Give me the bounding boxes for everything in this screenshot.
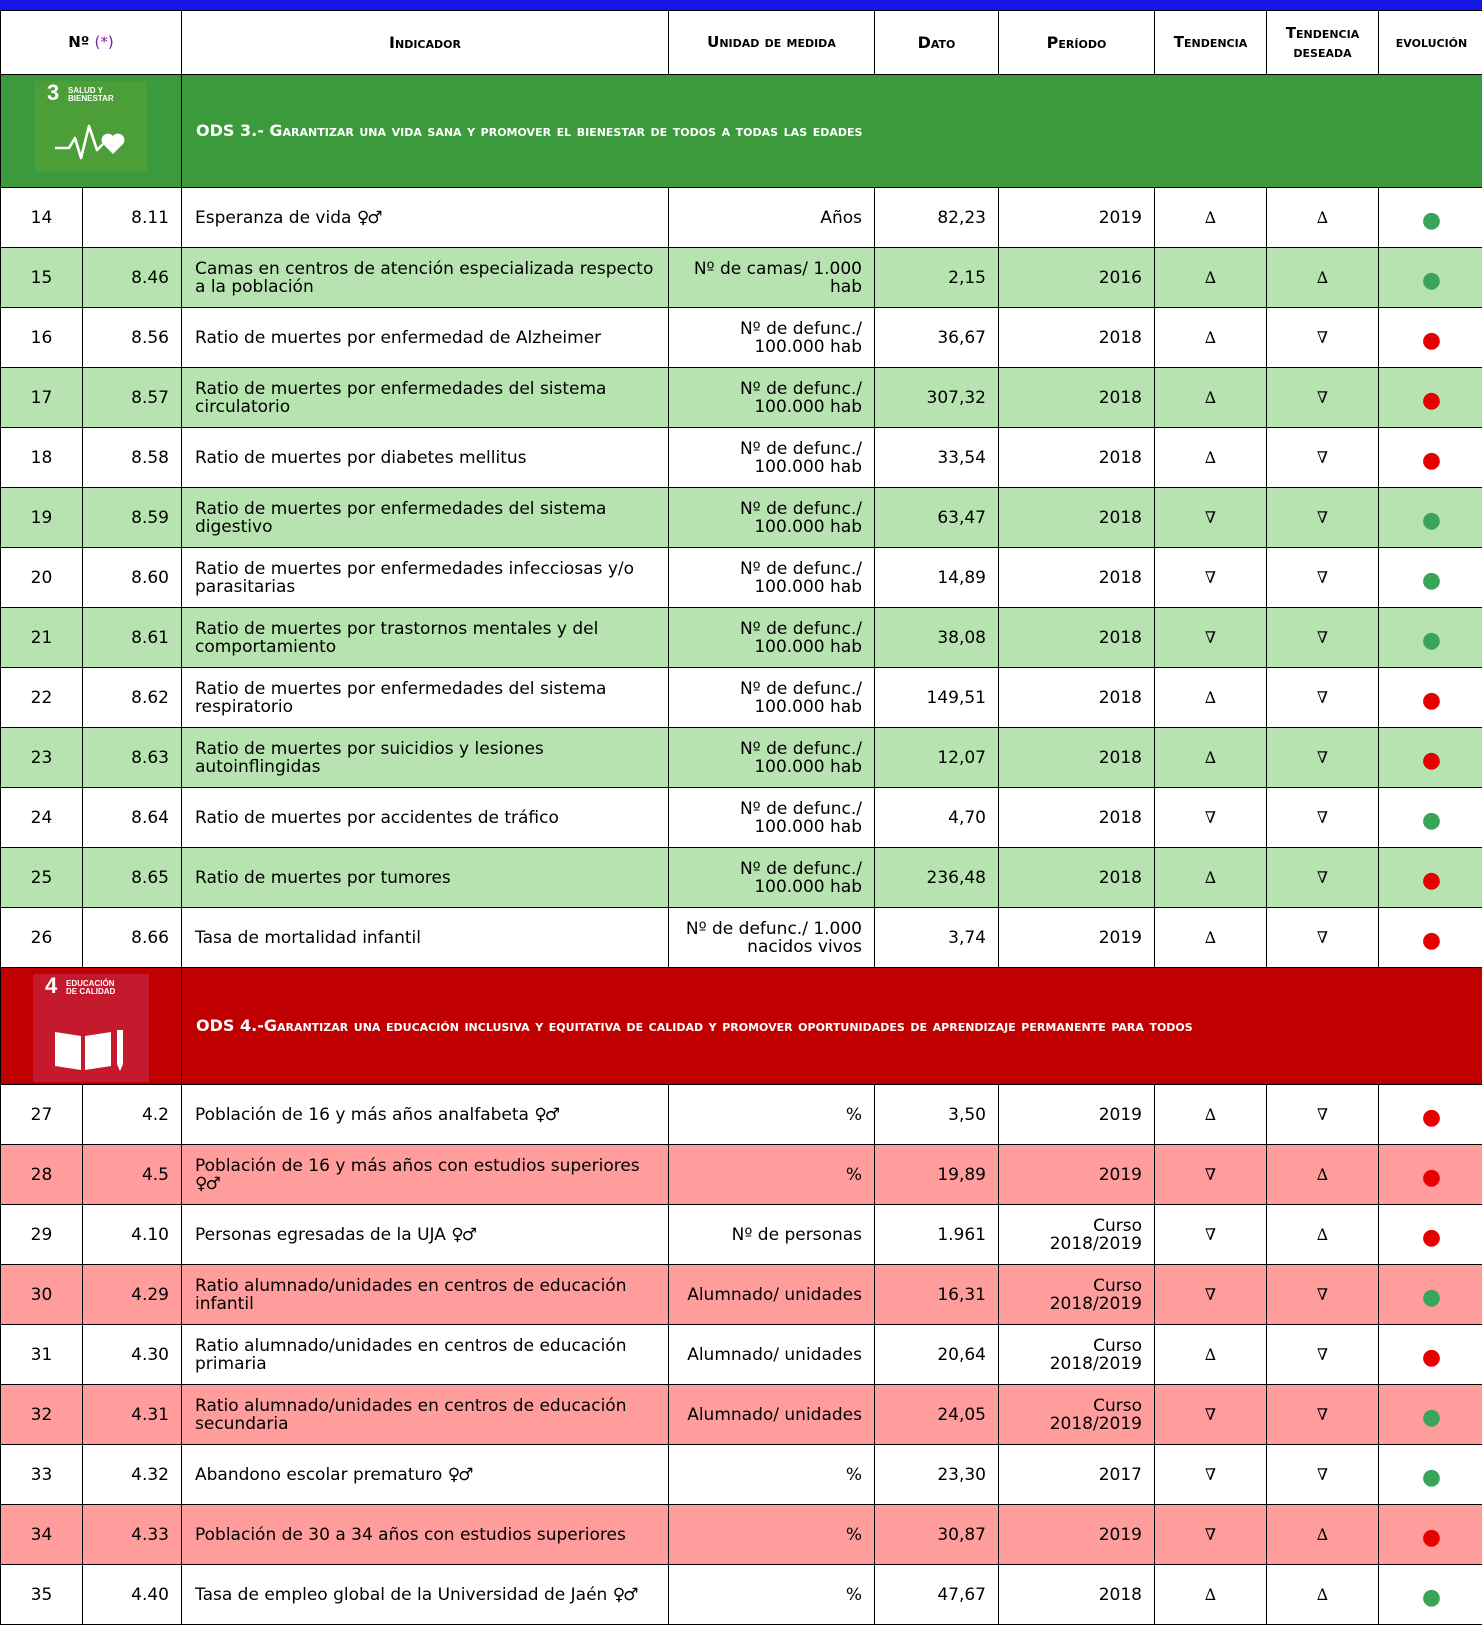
row-code: 8.11 [83, 188, 182, 248]
row-number: 33 [1, 1445, 83, 1505]
row-code: 4.30 [83, 1325, 182, 1385]
row-indicator [182, 1085, 669, 1145]
sdg4-icon [33, 974, 149, 1082]
indicators-table [0, 10, 1482, 1625]
row-code: 4.31 [83, 1385, 182, 1445]
row-dato: 236,48 [875, 848, 999, 908]
table-row [1, 248, 1482, 308]
row-code: 4.10 [83, 1205, 182, 1265]
row-dato: 12,07 [875, 728, 999, 788]
trend-down-icon: ∇ [1155, 1145, 1267, 1205]
row-periodo: 2018 [999, 788, 1155, 848]
table-row [1, 1445, 1482, 1505]
evolution-green-dot-icon: ● [1379, 248, 1482, 308]
row-indicator [182, 308, 669, 368]
row-number: 27 [1, 1085, 83, 1145]
heartbeat-icon [53, 118, 129, 164]
table-row [1, 608, 1482, 668]
row-unit: Nº de defunc./ 100.000 hab [669, 308, 875, 368]
row-code: 8.66 [83, 908, 182, 968]
table-row [1, 908, 1482, 968]
row-periodo: 2018 [999, 488, 1155, 548]
row-unit: % [669, 1445, 875, 1505]
row-dato: 30,87 [875, 1505, 999, 1565]
gender-icon: ♀♂ [357, 208, 381, 228]
row-indicator-text: Población de 16 y más años analfabeta [195, 1105, 529, 1125]
row-indicator [182, 548, 669, 608]
row-code: 8.56 [83, 308, 182, 368]
evolution-red-dot-icon: ● [1379, 908, 1482, 968]
row-unit: Nº de defunc./ 100.000 hab [669, 488, 875, 548]
row-code: 8.63 [83, 728, 182, 788]
sdg3-icon [35, 81, 147, 172]
row-number: 22 [1, 668, 83, 728]
row-dato: 3,74 [875, 908, 999, 968]
table-row [1, 728, 1482, 788]
row-indicator-text: Ratio de muertes por enfermedades del sistema respiratorio [195, 679, 606, 717]
row-code: 4.5 [83, 1145, 182, 1205]
desired-down-icon: ∇ [1267, 1445, 1379, 1505]
row-periodo: 2019 [999, 188, 1155, 248]
evolution-red-dot-icon: ● [1379, 428, 1482, 488]
row-periodo: Curso 2018/2019 [999, 1385, 1155, 1445]
row-code: 4.40 [83, 1565, 182, 1625]
desired-up-icon: ∆ [1267, 1145, 1379, 1205]
row-dato: 33,54 [875, 428, 999, 488]
row-code: 4.2 [83, 1085, 182, 1145]
table-row [1, 1265, 1482, 1325]
row-number: 23 [1, 728, 83, 788]
table-row [1, 668, 1482, 728]
row-unit: Nº de defunc./ 100.000 hab [669, 848, 875, 908]
row-code: 8.64 [83, 788, 182, 848]
row-indicator [182, 608, 669, 668]
row-indicator-text: Abandono escolar prematuro [195, 1465, 442, 1485]
desired-down-icon: ∇ [1267, 728, 1379, 788]
goal4-title-prefix: ODS 4.- [196, 1016, 264, 1035]
desired-down-icon: ∇ [1267, 308, 1379, 368]
evolution-red-dot-icon: ● [1379, 368, 1482, 428]
row-code: 8.58 [83, 428, 182, 488]
row-periodo: 2018 [999, 608, 1155, 668]
row-dato: 14,89 [875, 548, 999, 608]
goal3-icon-number: 3 [47, 84, 59, 102]
row-number: 35 [1, 1565, 83, 1625]
row-indicator-text: Ratio de muertes por enfermedad de Alzheimer [195, 328, 601, 348]
row-indicator-text: Ratio de muertes por tumores [195, 868, 451, 888]
row-periodo: 2018 [999, 668, 1155, 728]
row-dato: 36,67 [875, 308, 999, 368]
row-indicator-text: Tasa de mortalidad infantil [195, 928, 421, 948]
row-dato: 3,50 [875, 1085, 999, 1145]
header-unidad: Unidad de medida [669, 11, 875, 75]
evolution-green-dot-icon: ● [1379, 1385, 1482, 1445]
desired-down-icon: ∇ [1267, 1085, 1379, 1145]
row-indicator [182, 368, 669, 428]
table-row [1, 488, 1482, 548]
trend-up-icon: ∆ [1155, 728, 1267, 788]
row-dato: 1.961 [875, 1205, 999, 1265]
row-periodo: 2018 [999, 368, 1155, 428]
desired-down-icon: ∇ [1267, 548, 1379, 608]
gender-icon: ♀♂ [451, 1225, 475, 1245]
row-periodo: 2018 [999, 848, 1155, 908]
gender-icon: ♀♂ [534, 1105, 558, 1125]
table-row [1, 848, 1482, 908]
row-unit: Años [669, 188, 875, 248]
desired-up-icon: ∆ [1267, 1565, 1379, 1625]
row-unit: % [669, 1085, 875, 1145]
header-evolucion: evolución [1379, 11, 1482, 75]
row-unit: Nº de defunc./ 100.000 hab [669, 788, 875, 848]
evolution-red-dot-icon: ● [1379, 308, 1482, 368]
desired-down-icon: ∇ [1267, 368, 1379, 428]
evolution-red-dot-icon: ● [1379, 668, 1482, 728]
header-num-label: Nº [68, 33, 89, 51]
trend-up-icon: ∆ [1155, 1085, 1267, 1145]
row-indicator [182, 908, 669, 968]
header-num [1, 11, 182, 75]
evolution-red-dot-icon: ● [1379, 1325, 1482, 1385]
desired-up-icon: ∆ [1267, 188, 1379, 248]
row-number: 17 [1, 368, 83, 428]
row-indicator [182, 1565, 669, 1625]
header-dato: Dato [875, 11, 999, 75]
evolution-green-dot-icon: ● [1379, 488, 1482, 548]
row-periodo: 2017 [999, 1445, 1155, 1505]
desired-down-icon: ∇ [1267, 1265, 1379, 1325]
row-unit: % [669, 1565, 875, 1625]
row-dato: 4,70 [875, 788, 999, 848]
row-unit: Nº de personas [669, 1205, 875, 1265]
row-number: 24 [1, 788, 83, 848]
table-row [1, 1565, 1482, 1625]
header-tendencia: Tendencia [1155, 11, 1267, 75]
row-code: 4.29 [83, 1265, 182, 1325]
evolution-red-dot-icon: ● [1379, 1205, 1482, 1265]
table-row [1, 308, 1482, 368]
row-periodo: Curso 2018/2019 [999, 1205, 1155, 1265]
row-dato: 63,47 [875, 488, 999, 548]
row-number: 15 [1, 248, 83, 308]
row-code: 8.62 [83, 668, 182, 728]
row-indicator [182, 428, 669, 488]
row-indicator-text: Ratio de muertes por enfermedades del sistema digestivo [195, 499, 606, 537]
trend-down-icon: ∇ [1155, 1505, 1267, 1565]
row-indicator-text: Personas egresadas de la UJA [195, 1225, 446, 1245]
row-periodo: Curso 2018/2019 [999, 1265, 1155, 1325]
row-number: 25 [1, 848, 83, 908]
evolution-green-dot-icon: ● [1379, 788, 1482, 848]
goal3-icon-cell [1, 75, 182, 188]
trend-up-icon: ∆ [1155, 308, 1267, 368]
row-unit: Nº de defunc./ 100.000 hab [669, 608, 875, 668]
evolution-red-dot-icon: ● [1379, 1505, 1482, 1565]
trend-up-icon: ∆ [1155, 248, 1267, 308]
header-indicador: Indicador [182, 11, 669, 75]
row-code: 8.57 [83, 368, 182, 428]
table-row [1, 788, 1482, 848]
trend-up-icon: ∆ [1155, 1325, 1267, 1385]
evolution-green-dot-icon: ● [1379, 548, 1482, 608]
header-tendencia-deseada: Tendencia deseada [1267, 11, 1379, 75]
row-unit: % [669, 1145, 875, 1205]
row-indicator-text: Ratio de muertes por accidentes de tráfico [195, 808, 559, 828]
row-periodo: 2019 [999, 1145, 1155, 1205]
row-number: 30 [1, 1265, 83, 1325]
row-dato: 2,15 [875, 248, 999, 308]
row-periodo: 2019 [999, 908, 1155, 968]
row-unit: Nº de defunc./ 100.000 hab [669, 428, 875, 488]
row-periodo: 2018 [999, 1565, 1155, 1625]
header-periodo: Período [999, 11, 1155, 75]
row-dato: 149,51 [875, 668, 999, 728]
row-indicator [182, 248, 669, 308]
trend-down-icon: ∇ [1155, 1205, 1267, 1265]
row-indicator [182, 668, 669, 728]
trend-up-icon: ∆ [1155, 668, 1267, 728]
trend-down-icon: ∇ [1155, 608, 1267, 668]
desired-up-icon: ∆ [1267, 1505, 1379, 1565]
trend-down-icon: ∇ [1155, 1445, 1267, 1505]
row-indicator [182, 1385, 669, 1445]
desired-down-icon: ∇ [1267, 668, 1379, 728]
row-periodo: Curso 2018/2019 [999, 1325, 1155, 1385]
desired-down-icon: ∇ [1267, 608, 1379, 668]
row-number: 34 [1, 1505, 83, 1565]
row-unit: Nº de defunc./ 100.000 hab [669, 368, 875, 428]
row-number: 16 [1, 308, 83, 368]
row-indicator-text: Ratio alumnado/unidades en centros de educación secundaria [195, 1396, 626, 1434]
row-indicator-text: Ratio alumnado/unidades en centros de educación primaria [195, 1336, 626, 1374]
row-number: 21 [1, 608, 83, 668]
table-row [1, 1085, 1482, 1145]
gender-icon: ♀♂ [195, 1174, 219, 1194]
row-dato: 20,64 [875, 1325, 999, 1385]
row-indicator [182, 1505, 669, 1565]
desired-down-icon: ∇ [1267, 788, 1379, 848]
row-number: 14 [1, 188, 83, 248]
evolution-green-dot-icon: ● [1379, 608, 1482, 668]
trend-down-icon: ∇ [1155, 1385, 1267, 1445]
row-number: 18 [1, 428, 83, 488]
row-code: 8.65 [83, 848, 182, 908]
header-num-note: (*) [95, 33, 114, 51]
row-unit: Nº de defunc./ 100.000 hab [669, 728, 875, 788]
evolution-green-dot-icon: ● [1379, 1265, 1482, 1325]
row-number: 19 [1, 488, 83, 548]
trend-down-icon: ∇ [1155, 788, 1267, 848]
row-indicator-text: Ratio de muertes por enfermedades infecciosas y/o parasitarias [195, 559, 634, 597]
row-periodo: 2019 [999, 1505, 1155, 1565]
row-indicator [182, 188, 669, 248]
row-indicator [182, 1325, 669, 1385]
row-indicator [182, 1265, 669, 1325]
trend-up-icon: ∆ [1155, 188, 1267, 248]
evolution-red-dot-icon: ● [1379, 728, 1482, 788]
book-pencil-icon [51, 1024, 131, 1074]
trend-down-icon: ∇ [1155, 548, 1267, 608]
desired-down-icon: ∇ [1267, 848, 1379, 908]
evolution-green-dot-icon: ● [1379, 1445, 1482, 1505]
row-code: 8.60 [83, 548, 182, 608]
desired-down-icon: ∇ [1267, 488, 1379, 548]
desired-down-icon: ∇ [1267, 428, 1379, 488]
row-periodo: 2018 [999, 728, 1155, 788]
table-row [1, 548, 1482, 608]
row-indicator-text: Población de 16 y más años con estudios superiores [195, 1156, 640, 1176]
row-number: 20 [1, 548, 83, 608]
goal3-row [1, 75, 1482, 188]
trend-up-icon: ∆ [1155, 908, 1267, 968]
row-unit: Alumnado/ unidades [669, 1265, 875, 1325]
row-indicator-text: Camas en centros de atención especializada respecto a la población [195, 259, 653, 297]
row-unit: Nº de defunc./ 100.000 hab [669, 548, 875, 608]
row-dato: 38,08 [875, 608, 999, 668]
row-dato: 23,30 [875, 1445, 999, 1505]
evolution-red-dot-icon: ● [1379, 1085, 1482, 1145]
row-dato: 19,89 [875, 1145, 999, 1205]
goal3-title [182, 75, 1482, 188]
row-dato: 307,32 [875, 368, 999, 428]
trend-up-icon: ∆ [1155, 368, 1267, 428]
row-code: 4.32 [83, 1445, 182, 1505]
table-row [1, 188, 1482, 248]
row-number: 32 [1, 1385, 83, 1445]
row-indicator-text: Ratio de muertes por diabetes mellitus [195, 448, 527, 468]
evolution-green-dot-icon: ● [1379, 188, 1482, 248]
row-periodo: 2018 [999, 308, 1155, 368]
row-periodo: 2019 [999, 1085, 1155, 1145]
row-periodo: 2018 [999, 428, 1155, 488]
row-indicator-text: Ratio de muertes por suicidios y lesiones autoinflingidas [195, 739, 544, 777]
row-indicator-text: Esperanza de vida [195, 208, 351, 228]
row-number: 28 [1, 1145, 83, 1205]
goal4-icon-number: 4 [45, 977, 57, 995]
row-indicator [182, 1205, 669, 1265]
row-unit: Nº de defunc./ 1.000 nacidos vivos [669, 908, 875, 968]
row-indicator-text: Ratio de muertes por trastornos mentales y del comportamiento [195, 619, 598, 657]
row-code: 8.61 [83, 608, 182, 668]
evolution-red-dot-icon: ● [1379, 1145, 1482, 1205]
row-number: 29 [1, 1205, 83, 1265]
row-periodo: 2016 [999, 248, 1155, 308]
row-dato: 24,05 [875, 1385, 999, 1445]
trend-up-icon: ∆ [1155, 1565, 1267, 1625]
row-code: 4.33 [83, 1505, 182, 1565]
row-unit: % [669, 1505, 875, 1565]
table-row [1, 428, 1482, 488]
desired-down-icon: ∇ [1267, 908, 1379, 968]
goal3-title-text: Garantizar una vida sana y promover el bienestar de todos a todas las edades [269, 121, 862, 140]
goal3-icon-text: SALUD Y BIENESTAR [68, 87, 128, 103]
header-row [1, 11, 1482, 75]
desired-down-icon: ∇ [1267, 1385, 1379, 1445]
goal4-title-text: Garantizar una educación inclusiva y equitativa de calidad y promover oportunidades de aprendizaje permanente para todos [264, 1016, 1193, 1035]
trend-down-icon: ∇ [1155, 488, 1267, 548]
goal4-title [182, 968, 1482, 1085]
row-indicator-text: Ratio alumnado/unidades en centros de educación infantil [195, 1276, 626, 1314]
row-indicator [182, 728, 669, 788]
row-dato: 82,23 [875, 188, 999, 248]
row-indicator [182, 848, 669, 908]
row-unit: Alumnado/ unidades [669, 1325, 875, 1385]
row-indicator [182, 1145, 669, 1205]
top-bar [0, 0, 1482, 10]
desired-up-icon: ∆ [1267, 1205, 1379, 1265]
row-indicator [182, 1445, 669, 1505]
row-indicator [182, 788, 669, 848]
desired-down-icon: ∇ [1267, 1325, 1379, 1385]
table-row [1, 1145, 1482, 1205]
row-indicator [182, 488, 669, 548]
table-row [1, 1505, 1482, 1565]
row-number: 26 [1, 908, 83, 968]
row-code: 8.59 [83, 488, 182, 548]
trend-down-icon: ∇ [1155, 1265, 1267, 1325]
table-row [1, 1385, 1482, 1445]
table-row [1, 1205, 1482, 1265]
row-indicator-text: Ratio de muertes por enfermedades del sistema circulatorio [195, 379, 606, 417]
row-dato: 47,67 [875, 1565, 999, 1625]
row-unit: Nº de defunc./ 100.000 hab [669, 668, 875, 728]
gender-icon: ♀♂ [613, 1585, 637, 1605]
row-unit: Alumnado/ unidades [669, 1385, 875, 1445]
trend-up-icon: ∆ [1155, 428, 1267, 488]
goal4-icon-cell [1, 968, 182, 1085]
goal3-title-prefix: ODS 3.- [196, 121, 269, 140]
table-row [1, 368, 1482, 428]
trend-up-icon: ∆ [1155, 848, 1267, 908]
row-dato: 16,31 [875, 1265, 999, 1325]
table-row [1, 1325, 1482, 1385]
row-number: 31 [1, 1325, 83, 1385]
row-code: 8.46 [83, 248, 182, 308]
goal4-icon-text: EDUCACIÓN DE CALIDAD [66, 980, 126, 996]
desired-up-icon: ∆ [1267, 248, 1379, 308]
row-unit: Nº de camas/ 1.000 hab [669, 248, 875, 308]
row-indicator-text: Población de 30 a 34 años con estudios superiores [195, 1525, 626, 1545]
gender-icon: ♀♂ [448, 1465, 472, 1485]
evolution-green-dot-icon: ● [1379, 1565, 1482, 1625]
row-periodo: 2018 [999, 548, 1155, 608]
row-indicator-text: Tasa de empleo global de la Universidad de Jaén [195, 1585, 607, 1605]
evolution-red-dot-icon: ● [1379, 848, 1482, 908]
goal4-row [1, 968, 1482, 1085]
